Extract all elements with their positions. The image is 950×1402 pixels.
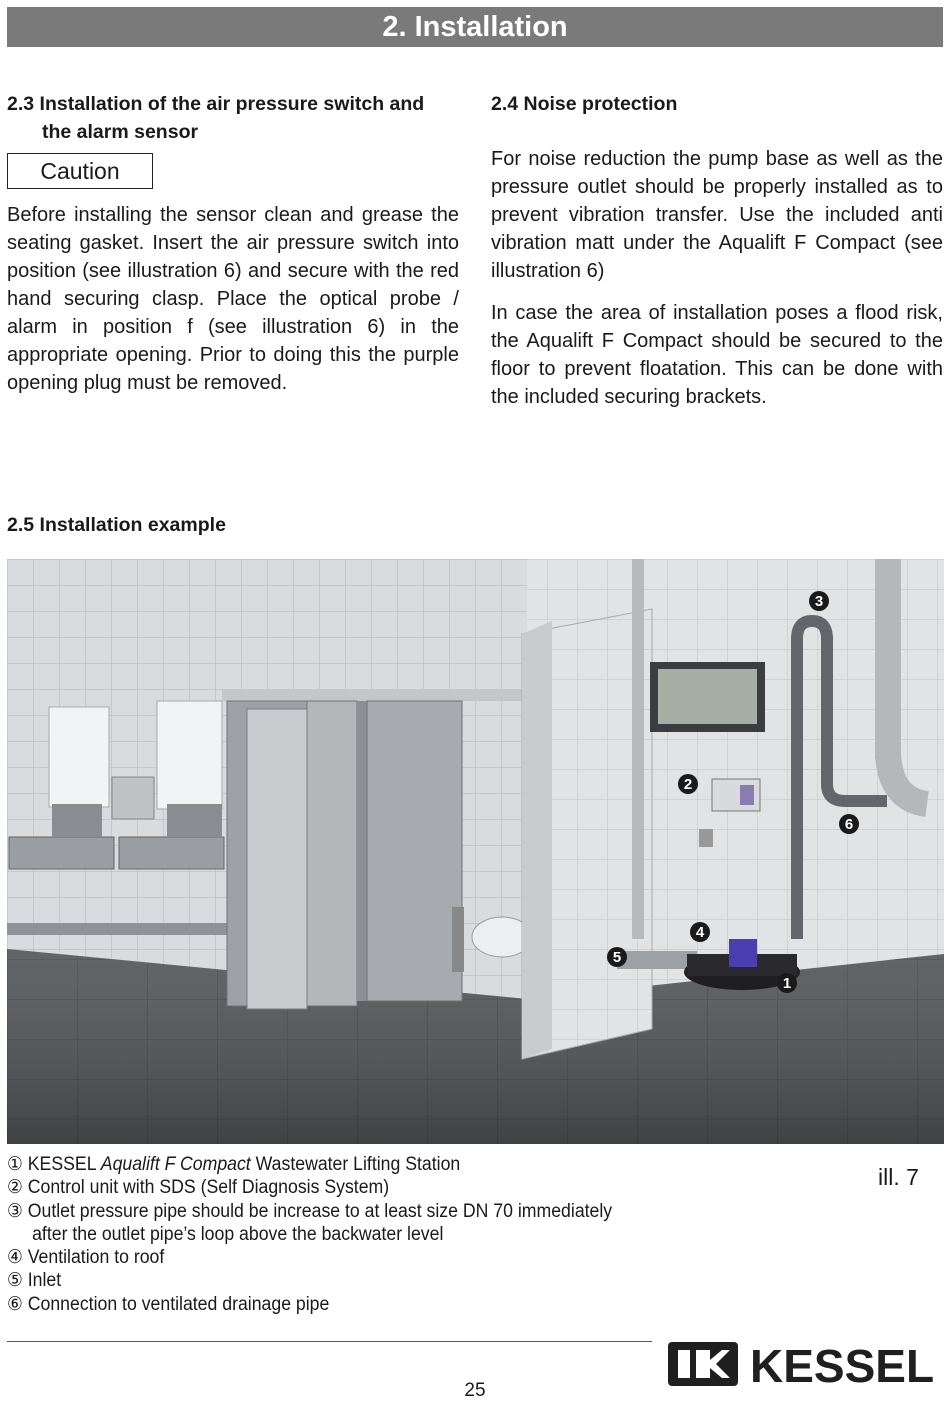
caution-box: Caution [7,153,153,189]
svg-text:KESSEL: KESSEL [750,1340,935,1390]
legend-item-6: ⑥ Connection to ventilated drainage pipe [7,1293,330,1315]
figure-legend [7,1153,612,1316]
legend-item-3: ③ Outlet pressure pipe should be increase to at least size DN 70 immediately [7,1200,613,1222]
kessel-logo [666,1338,944,1390]
legend-item-4: ④ Ventilation to roof [7,1247,165,1269]
callout-5 [607,947,627,967]
illustration-label: ill. 7 [878,1164,919,1190]
svg-text:1: 1 [782,975,792,992]
body-2-3: Before installing the sensor clean and grease the seating gasket. Insert the air pressure switch into position (see illustration 6) and secure with the red hand securing clasp. Place the optical probe / alarm in position f (see illustration 6) in the appropriate opening. Prior to doing this the purple opening plug must be removed. [7,204,459,394]
callout-2 [678,774,698,794]
footer-divider [7,1341,652,1342]
callout-4 [690,922,710,942]
svg-text:5: 5 [612,949,622,966]
legend-item-5: ⑤ Inlet [7,1270,62,1292]
legend-item-2: ② Control unit with SDS (Self Diagnosis System) [7,1177,390,1199]
heading-2-4: 2.4 Noise protection [491,93,678,115]
body-2-4-para2: In case the area of installation poses a flood risk, the Aqualift F Compact should be secured to the floor to prevent floatation. This can be done with the included securing brackets. [491,302,943,408]
body-2-4-para1: For noise reduction the pump base as well as the pressure outlet should be properly installed as to prevent vibration transfer. Use the included anti vibration matt under the Aqualift F Compact (see illustration 6) [491,148,943,282]
installation-illustration [7,559,944,1144]
svg-text:3: 3 [814,593,824,610]
svg-text:4: 4 [695,924,705,941]
svg-text:2: 2 [683,776,693,793]
svg-text:6: 6 [844,816,854,833]
callout-1 [777,973,797,993]
section-title-bar [7,7,943,47]
legend-item-1: ① KESSEL Aqualift F Compact Wastewater Lifting Station [7,1154,461,1175]
callout-6 [839,814,859,834]
page-number: 25 [464,1380,486,1401]
heading-2-5: 2.5 Installation example [7,514,226,536]
callout-3 [809,591,829,611]
legend-item-3-cont: after the outlet pipe’s loop above the backwater level [32,1223,444,1245]
section-title: 2. Installation [382,11,568,43]
heading-2-3: 2.3 Installation of the air pressure switch and the alarm sensor [7,93,425,143]
